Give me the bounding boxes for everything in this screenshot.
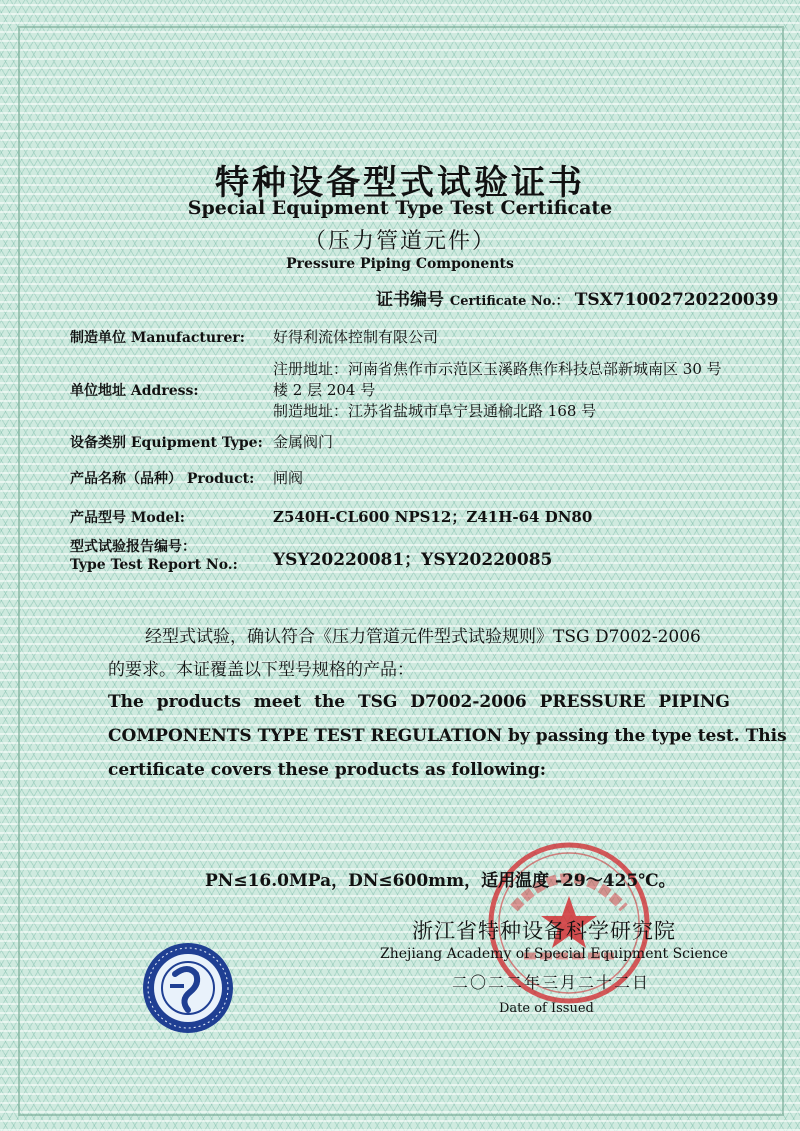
equipment-type-label: [70, 432, 263, 452]
certificate-label-en: Certificate No.：: [449, 294, 569, 309]
issuer-name-en: Zhejiang Academy of Special Equipment Science: [380, 946, 728, 962]
statement-cn-line2: 的要求。本证覆盖以下型号规格的产品：: [108, 660, 414, 680]
statement-cn-line1: 经型式试验，确认符合《压力管道元件型式试验规则》TSG D7002-2006: [145, 627, 701, 647]
registered-address-line2: 楼 2 层 204 号: [273, 381, 376, 399]
report-number-value: YSY20220081；YSY20220085: [273, 550, 553, 570]
equipment-type-label-en: Equipment Type:: [130, 435, 263, 451]
statement-en-word: PIPING: [658, 692, 730, 712]
certificate-number-row: [376, 285, 778, 310]
manufacturer-label-cn: 制造单位: [70, 330, 126, 346]
report-label-cn: 型式试验报告编号：: [70, 539, 196, 555]
statement-en-word: products: [156, 692, 241, 712]
statement-en-word: The: [108, 692, 144, 712]
manufacturer-value: 好得利流体控制有限公司: [273, 328, 439, 346]
product-value: 闸阀: [273, 469, 304, 487]
title-chinese: 特种设备型式试验证书: [215, 163, 585, 203]
specification-range: PN≤16.0MPa，DN≤600mm，适用温度 -29～425℃。: [205, 871, 676, 891]
statement-en-word: TSG: [357, 692, 398, 712]
registered-address-line1: 注册地址：河南省焦作市示范区玉溪路焦作科技总部新城南区 30 号: [273, 360, 722, 378]
model-label: [70, 507, 185, 527]
issue-date: 二〇二二年三月二十二日: [452, 973, 651, 992]
manufacturer-label-en: Manufacturer:: [130, 330, 245, 346]
statement-en-line3: certificate covers these products as following:: [108, 760, 547, 780]
statement-en-word: PRESSURE: [539, 692, 646, 712]
product-label: [70, 468, 254, 488]
certificate-label-cn: 证书编号: [376, 290, 444, 310]
equipment-type-label-cn: 设备类别: [70, 435, 126, 451]
issuer-name-cn: 浙江省特种设备科学研究院: [412, 919, 676, 943]
subtitle-chinese: （压力管道元件）: [303, 229, 496, 254]
product-label-en: Product:: [186, 471, 255, 487]
address-label: [70, 380, 199, 400]
statement-en-word: meet: [253, 692, 302, 712]
report-label-en: Type Test Report No.:: [70, 557, 238, 573]
statement-en-word: the: [314, 692, 346, 712]
statement-en-word: D7002-2006: [410, 692, 527, 712]
equipment-type-value: 金属阀门: [273, 433, 334, 451]
manufacturer-label: [70, 327, 245, 347]
accreditation-emblem: [140, 940, 236, 1036]
subtitle-english: Pressure Piping Components: [286, 256, 514, 272]
issue-date-label: Date of Issued: [499, 1001, 594, 1016]
address-label-cn: 单位地址: [70, 383, 126, 399]
model-label-en: Model:: [130, 510, 185, 526]
address-label-en: Address:: [130, 383, 199, 399]
certificate-number: TSX71002720220039: [574, 290, 779, 310]
manufacturing-address: 制造地址：江苏省盐城市阜宁县通榆北路 168 号: [273, 402, 597, 420]
title-english: Special Equipment Type Test Certificate: [187, 197, 613, 219]
statement-en-line2: COMPONENTS TYPE TEST REGULATION by passing the type test. This: [108, 726, 787, 746]
statement-en-line1: [108, 692, 730, 712]
model-label-cn: 产品型号: [70, 510, 126, 526]
model-value: Z540H-CL600 NPS12；Z41H-64 DN80: [273, 508, 593, 526]
product-label-cn: 产品名称（品种）: [70, 471, 182, 487]
